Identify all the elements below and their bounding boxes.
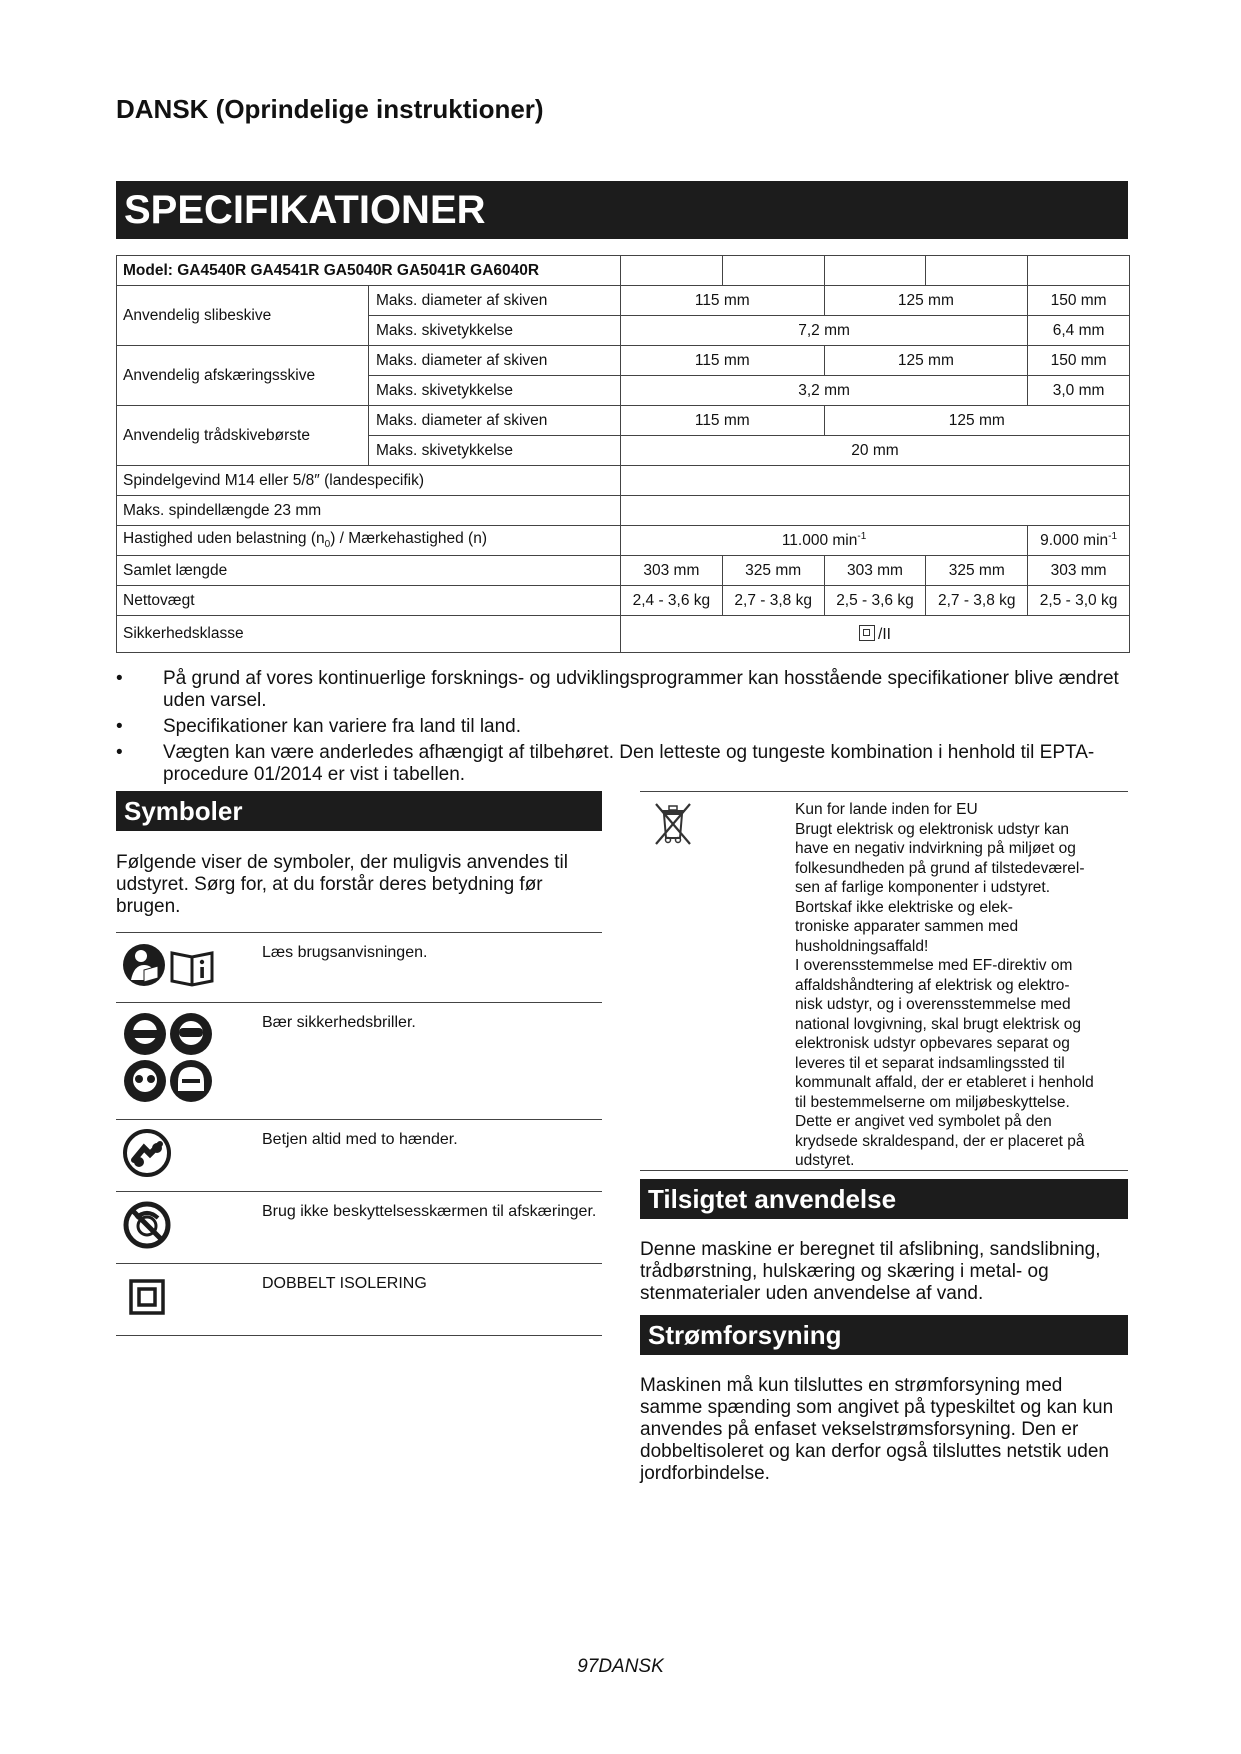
read-manual-icon [122, 941, 222, 989]
cutoff-diameter-2: 125 mm [824, 346, 1028, 376]
grinding-diameter-2: 125 mm [824, 286, 1028, 316]
specifications-title: SPECIFIKATIONER [116, 181, 1128, 239]
symbol-row [116, 1192, 602, 1264]
weee-symbol-block [640, 791, 1128, 1171]
symbol-row [116, 933, 602, 1003]
speed-label: Hastighed uden belastning $(n_0)$ / Mærkehastighed (n) [117, 526, 621, 556]
length-value: 325 mm [926, 556, 1028, 586]
grinding-diameter-label: Maks. diameter af skiven [368, 286, 620, 316]
grinding-thickness-label: Maks. skivetykkelse [368, 316, 620, 346]
page-number: 97DANSK [577, 1656, 664, 1677]
brush-thickness-label: Maks. skivetykkelse [368, 436, 620, 466]
brush-diameter-1: 115 mm [620, 406, 824, 436]
safety-glasses-icon [122, 1011, 222, 1106]
symbol-text: Læs brugsanvisningen. [262, 933, 602, 1003]
cutoff-thickness-label: Maks. skivetykkelse [368, 376, 620, 406]
intended-use-text: Denne maskine er beregnet til afslibning, sandslibning, trådbørstning, hulskæring og skæring i metal- og stenmaterialer uden anvendelse af vand. [640, 1239, 1101, 1304]
brush-diameter-label: Maks. diameter af skiven [368, 406, 620, 436]
length-value: 303 mm [1028, 556, 1130, 586]
spec-row-safety-class [117, 616, 1130, 653]
language-title: DANSK (Oprindelige instruktioner) [116, 94, 544, 124]
symbol-row [116, 1120, 602, 1192]
symbol-text: Bær sikkerhedsbriller. [262, 1003, 602, 1120]
specifications-table [116, 255, 1130, 653]
symbol-row [116, 1264, 602, 1336]
symbols-table [116, 932, 602, 1336]
brush-diameter-2: 125 mm [824, 406, 1129, 436]
spec-row-cutoff-diameter [117, 346, 1130, 376]
symbol-text: Brug ikke beskyttelsesskærmen til afskæringer. [262, 1192, 602, 1264]
cutoff-diameter-1: 115 mm [620, 346, 824, 376]
length-value: 303 mm [824, 556, 926, 586]
length-value: 325 mm [722, 556, 824, 586]
length-value: 303 mm [620, 556, 722, 586]
cutoff-thickness-1: 3,2 mm [620, 376, 1027, 406]
double-insulation-icon [859, 625, 875, 641]
cutoff-thickness-2: 3,0 mm [1028, 376, 1130, 406]
weight-value: 2,5 - 3,0 kg [1028, 586, 1130, 616]
weight-value: 2,5 - 3,6 kg [824, 586, 926, 616]
double-insulation-icon [122, 1272, 172, 1322]
speed-value-2: 9.000 $\min^{-1}$ [1028, 526, 1130, 556]
model-label: Model: GA4540R GA4541R GA5040R GA5041R GA6040R [117, 256, 621, 286]
weight-label: Nettovægt [117, 586, 621, 616]
power-supply-title: Strømforsyning [640, 1315, 1128, 1355]
spec-row-spindle-thread [117, 466, 1130, 496]
spindle-length: Maks. spindellængde 23 mm [117, 496, 621, 526]
wire-brush-label: Anvendelig trådskivebørste [117, 406, 369, 466]
spec-notes [116, 668, 1136, 790]
brush-thickness: 20 mm [620, 436, 1129, 466]
power-supply-text: Maskinen må kun tilsluttes en strømforsyning med samme spænding som angivet på typeskiltet og kan kun anvendes på enfaset vekselstrømsforsyning. Den er dobbeltisoleret og kan derfor også tilsluttes netstik uden jordforbindelse. [640, 1375, 1114, 1484]
cutoff-wheel-label: Anvendelig afskæringsskive [117, 346, 369, 406]
weight-value: 2,7 - 3,8 kg [926, 586, 1028, 616]
weee-text: Kun for lande inden for EU Brugt elektrisk og elektronisk udstyr kan have en negativ indvirkning på miljøet og folkesundheden på grund af tilstedeværel- sen af farlige komponenter i udstyret. Bortskaf ikke elektriske og elek- troniske apparater sammen med husholdningsaffald! I overensstemmelse med EF-direktiv om affaldshåndtering af elektrisk og elektro- nisk udstyr, og i overensstemmelse med national lovgivning, skal brugt elektrisk og elektronisk udstyr opbevares separat og leveres til et separat indsamlingssted til kommunalt affald, der er etableret i henhold til bestemmelserne om miljøbeskyttelse. Dette er angivet ved symbolet på den krydsede skraldespand, der er placeret på udstyret. [795, 801, 1094, 1169]
spec-row-spindle-length [117, 496, 1130, 526]
spindle-thread: Spindelgevind M14 eller 5/8″ (landespecifik) [117, 466, 621, 496]
symbol-text: DOBBELT ISOLERING [262, 1264, 602, 1336]
spec-row-brush-diameter [117, 406, 1130, 436]
spec-row-length [117, 556, 1130, 586]
symbols-title: Symboler [116, 791, 602, 831]
length-label: Samlet længde [117, 556, 621, 586]
grinding-thickness-2: 6,4 mm [1028, 316, 1130, 346]
spec-row-speed [117, 526, 1130, 556]
crossed-bin-icon [650, 800, 696, 846]
weight-value: 2,7 - 3,8 kg [722, 586, 824, 616]
note-item: • Specifikationer kan variere fra land til land. [116, 716, 1136, 738]
spec-row-grinding-diameter [117, 286, 1130, 316]
grinding-diameter-3: 150 mm [1028, 286, 1130, 316]
speed-value-1: 11.000 $\min^{-1}$ [620, 526, 1027, 556]
no-guard-cutting-icon [122, 1200, 172, 1250]
note-item: • Vægten kan være anderledes afhængigt af tilbehøret. Den letteste og tungeste kombination i henhold til EPTA-procedure 01/2014 er vist i tabellen. [116, 742, 1136, 786]
safety-class-value: /II [620, 616, 1129, 653]
intended-use-title: Tilsigtet anvendelse [640, 1179, 1128, 1219]
grinding-diameter-1: 115 mm [620, 286, 824, 316]
cutoff-diameter-label: Maks. diameter af skiven [368, 346, 620, 376]
safety-class-label: Sikkerhedsklasse [117, 616, 621, 653]
note-item: • På grund af vores kontinuerlige forsknings- og udviklingsprogrammer kan hosstående specifikationer blive ændret uden varsel. [116, 668, 1136, 712]
spec-row-weight [117, 586, 1130, 616]
symbol-text: Betjen altid med to hænder. [262, 1120, 602, 1192]
grinding-wheel-label: Anvendelig slibeskive [117, 286, 369, 346]
grinding-thickness-1: 7,2 mm [620, 316, 1027, 346]
cutoff-diameter-3: 150 mm [1028, 346, 1130, 376]
symbol-row [116, 1003, 602, 1120]
spec-row-model [117, 256, 1130, 286]
weight-value: 2,4 - 3,6 kg [620, 586, 722, 616]
symbols-intro: Følgende viser de symboler, der muligvis anvendes til udstyret. Sørg for, at du forstår deres betydning før brugen. [116, 852, 568, 917]
two-hands-icon [122, 1128, 172, 1178]
